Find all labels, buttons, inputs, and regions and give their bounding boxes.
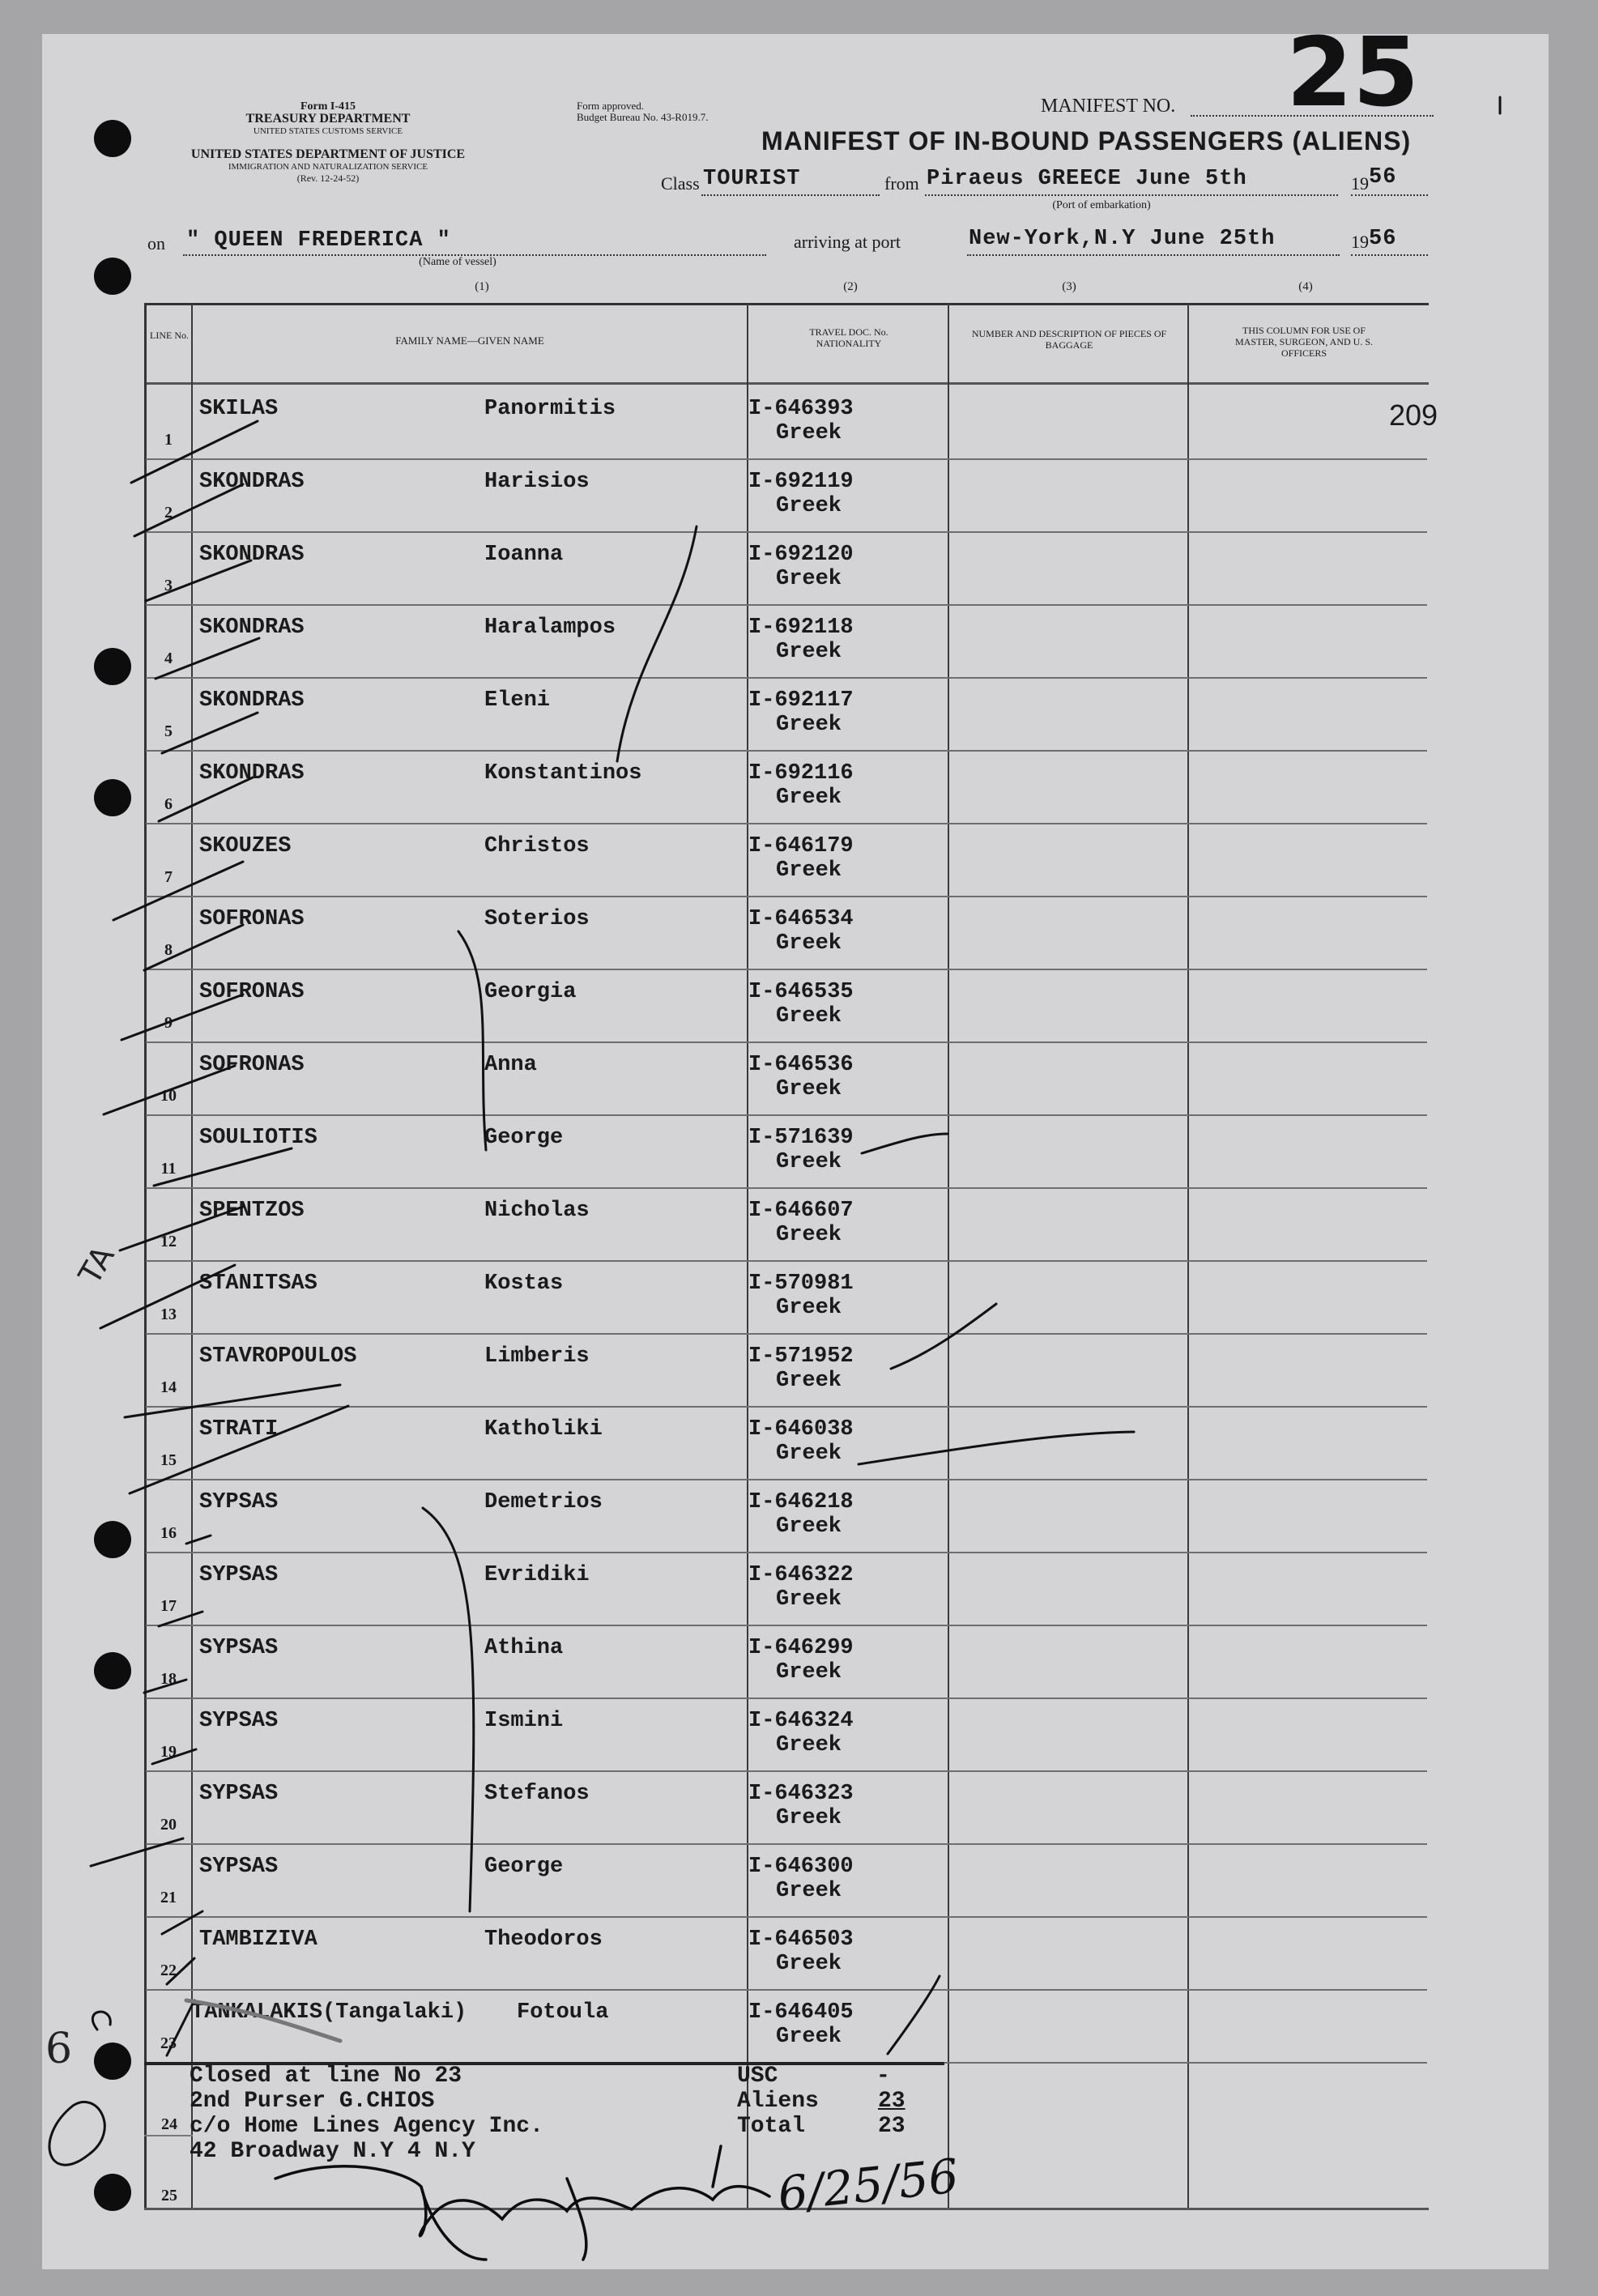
form-revision: (Rev. 12-24-52) — [296, 173, 360, 184]
family-name: SKOUZES — [199, 834, 292, 858]
nationality: Greek — [776, 494, 842, 518]
travel-doc-number: I-646218 — [748, 1490, 854, 1514]
baggage-header: NUMBER AND DESCRIPTION OF PIECES OF BAGGAGE — [971, 328, 1167, 351]
purser: 2nd Purser G.CHIOS — [190, 2089, 435, 2114]
line-number: 11 — [160, 1160, 177, 1178]
line-number: 5 — [164, 722, 173, 740]
given-name: Athina — [484, 1636, 564, 1660]
nationality: Greek — [776, 1806, 842, 1830]
col-num-2: (2) — [843, 280, 858, 293]
family-name: TAMBIZIVA — [199, 1928, 317, 1952]
from-year: 56 — [1369, 165, 1397, 190]
travel-doc-number: I-646503 — [748, 1928, 854, 1952]
officer-note: 209 — [1389, 398, 1438, 432]
nationality: Greek — [776, 1369, 842, 1393]
given-name: George — [484, 1126, 564, 1150]
total-label: Total — [737, 2114, 806, 2139]
from-label: from — [884, 173, 919, 194]
given-name: Georgia — [484, 980, 577, 1004]
travel-doc-number: I-692120 — [748, 543, 854, 567]
from-year-prefix: 19 — [1351, 173, 1369, 194]
travel-doc-number: I-646324 — [748, 1709, 854, 1733]
travel-doc-number: I-646323 — [748, 1782, 854, 1806]
line-number: 4 — [164, 650, 173, 667]
nationality: Greek — [776, 858, 842, 883]
col-num-1: (1) — [475, 280, 489, 293]
family-name: SYPSAS — [199, 1782, 279, 1806]
nationality: Greek — [776, 1879, 842, 1903]
arriving-label: arriving at port — [794, 232, 901, 252]
given-name: Limberis — [484, 1344, 590, 1369]
family-name: SYPSAS — [199, 1636, 279, 1660]
line-number: 6 — [164, 795, 173, 813]
department-of-justice: UNITED STATES DEPARTMENT OF JUSTICE — [190, 147, 466, 161]
arriving-year: 56 — [1369, 227, 1397, 251]
family-name: TANKALAKIS(Tangalaki) — [191, 2000, 467, 2025]
class-value: TOURIST — [703, 167, 801, 191]
usc-value: - — [876, 2064, 890, 2089]
nationality: Greek — [776, 2025, 842, 2049]
line-number: 17 — [160, 1597, 177, 1615]
line-number: 23 — [160, 2034, 177, 2052]
line-number: 22 — [160, 1962, 177, 1979]
nationality: Greek — [776, 421, 842, 445]
travel-doc-header: TRAVEL DOC. No. NATIONALITY — [809, 326, 888, 349]
line-number: 8 — [164, 941, 173, 959]
given-name: Demetrios — [484, 1490, 603, 1514]
officers-header: THIS COLUMN FOR USE OF MASTER, SURGEON, AND U. S. OFFICERS — [1234, 325, 1374, 359]
family-name: SKONDRAS — [199, 688, 305, 713]
from-value: Piraeus GREECE June 5th — [927, 167, 1247, 191]
given-name: Ismini — [484, 1709, 564, 1733]
line-number: 12 — [160, 1233, 177, 1250]
line-number: 21 — [160, 1889, 177, 1906]
nationality: Greek — [776, 1077, 842, 1101]
given-name: Fotoula — [517, 2000, 609, 2025]
given-name: Anna — [484, 1053, 537, 1077]
given-name: Katholiki — [484, 1417, 603, 1442]
travel-doc-number: I-646300 — [748, 1855, 854, 1879]
family-name: STRATI — [199, 1417, 279, 1442]
family-name: SPENTZOS — [199, 1199, 305, 1223]
family-name: SOULIOTIS — [199, 1126, 317, 1150]
port-of-embarkation-note: (Port of embarkation) — [1052, 199, 1151, 211]
nationality: Greek — [776, 567, 842, 591]
nationality: Greek — [776, 1296, 842, 1320]
travel-doc-number: I-570981 — [748, 1272, 854, 1296]
nationality: Greek — [776, 1587, 842, 1612]
family-name: SKONDRAS — [199, 616, 305, 640]
vessel-note: (Name of vessel) — [419, 256, 496, 268]
line-number: 7 — [164, 868, 173, 886]
family-name: SYPSAS — [199, 1855, 279, 1879]
line-number: 16 — [160, 1524, 177, 1542]
line-number: 13 — [160, 1306, 177, 1323]
line-number: 9 — [164, 1014, 173, 1032]
ins-label: IMMIGRATION AND NATURALIZATION SERVICE — [228, 162, 428, 172]
travel-doc-number: I-571952 — [748, 1344, 854, 1369]
agency: c/o Home Lines Agency Inc. — [190, 2114, 543, 2139]
given-name: Theodoros — [484, 1928, 603, 1952]
line-number: 19 — [160, 1743, 177, 1761]
travel-doc-number: I-646607 — [748, 1199, 854, 1223]
manifest-title: MANIFEST OF IN-BOUND PASSENGERS (ALIENS) — [761, 126, 1412, 155]
usc-label: USC — [737, 2064, 778, 2089]
line-number: 1 — [164, 431, 173, 449]
family-name: SOFRONAS — [199, 907, 305, 931]
given-name: Harisios — [484, 470, 590, 494]
signature-date: 6/25/56 — [775, 2148, 961, 2222]
given-name: Eleni — [484, 688, 551, 713]
family-name: SKONDRAS — [199, 761, 305, 786]
family-name: SKILAS — [199, 397, 279, 421]
travel-doc-number: I-692119 — [748, 470, 854, 494]
on-label: on — [147, 233, 165, 253]
family-name: SOFRONAS — [199, 980, 305, 1004]
family-name: STAVROPOULOS — [199, 1344, 357, 1369]
nationality: Greek — [776, 1442, 842, 1466]
nationality: Greek — [776, 713, 842, 737]
nationality: Greek — [776, 786, 842, 810]
travel-doc-number: I-692116 — [748, 761, 854, 786]
nationality: Greek — [776, 1733, 842, 1757]
treasury-department: TREASURY DEPARTMENT — [245, 112, 411, 126]
given-name: Christos — [484, 834, 590, 858]
travel-doc-number: I-646299 — [748, 1636, 854, 1660]
given-name: Konstantinos — [484, 761, 642, 786]
line-number-24: 24 — [161, 2115, 177, 2133]
given-name: Kostas — [484, 1272, 564, 1296]
given-name: Stefanos — [484, 1782, 590, 1806]
line-number: 3 — [164, 577, 173, 594]
given-name: Soterios — [484, 907, 590, 931]
col-num-4: (4) — [1298, 280, 1313, 293]
travel-doc-number: I-646179 — [748, 834, 854, 858]
line-number-25: 25 — [161, 2187, 177, 2204]
travel-doc-number: I-646405 — [748, 2000, 854, 2025]
given-name: Ioanna — [484, 543, 564, 567]
travel-doc-number: I-692118 — [748, 616, 854, 640]
travel-doc-number: I-646536 — [748, 1053, 854, 1077]
nationality: Greek — [776, 1952, 842, 1976]
family-name: SKONDRAS — [199, 470, 305, 494]
col-num-3: (3) — [1062, 280, 1076, 293]
line-number: 18 — [160, 1670, 177, 1688]
travel-doc-number: I-646038 — [748, 1417, 854, 1442]
nationality: Greek — [776, 1223, 842, 1247]
customs-service: UNITED STATES CUSTOMS SERVICE — [253, 126, 403, 136]
budget-bureau: Budget Bureau No. 43-R019.7. — [577, 111, 709, 123]
nationality: Greek — [776, 1150, 842, 1174]
form-approved: Form approved. — [577, 100, 645, 112]
travel-doc-number: I-646535 — [748, 980, 854, 1004]
nationality: Greek — [776, 1004, 842, 1029]
nationality: Greek — [776, 640, 842, 664]
name-header: FAMILY NAME—GIVEN NAME — [395, 334, 544, 347]
family-name: SYPSAS — [199, 1490, 279, 1514]
line-number: 20 — [160, 1816, 177, 1834]
family-name: SYPSAS — [199, 1563, 279, 1587]
arriving-year-prefix: 19 — [1351, 232, 1369, 252]
manifest-no-label: MANIFEST NO. — [1041, 96, 1176, 117]
given-name: Haralampos — [484, 616, 616, 640]
travel-doc-number: I-646393 — [748, 397, 854, 421]
travel-doc-number: I-646322 — [748, 1563, 854, 1587]
nationality: Greek — [776, 1660, 842, 1685]
given-name: George — [484, 1855, 564, 1879]
given-name: Evridiki — [484, 1563, 590, 1587]
arriving-value: New-York,N.Y June 25th — [969, 227, 1276, 251]
manifest-page-number: 25 — [1286, 16, 1420, 128]
vessel-name: " QUEEN FREDERICA " — [186, 228, 451, 253]
total-value: 23 — [878, 2114, 906, 2139]
class-label: Class — [661, 173, 700, 194]
family-name: SKONDRAS — [199, 543, 305, 567]
travel-doc-number: I-571639 — [748, 1126, 854, 1150]
line-number: 14 — [160, 1378, 177, 1396]
aliens-label: Aliens — [737, 2089, 819, 2114]
given-name: Panormitis — [484, 397, 616, 421]
given-name: Nicholas — [484, 1199, 590, 1223]
travel-doc-number: I-646534 — [748, 907, 854, 931]
margin-note-six: 6 — [45, 2025, 73, 2073]
line-no-header: LINE No. — [150, 330, 189, 341]
line-number: 15 — [160, 1451, 177, 1469]
agency-address: 42 Broadway N.Y 4 N.Y — [190, 2139, 475, 2164]
nationality: Greek — [776, 1514, 842, 1539]
family-name: SOFRONAS — [199, 1053, 305, 1077]
travel-doc-number: I-692117 — [748, 688, 854, 713]
family-name: SYPSAS — [199, 1709, 279, 1733]
nationality: Greek — [776, 931, 842, 956]
aliens-value: 23 — [878, 2089, 906, 2114]
form-number: Form I-415 — [300, 100, 356, 113]
line-number: 10 — [160, 1087, 177, 1105]
margin-note-ta: TA — [71, 1239, 121, 1291]
line-number: 2 — [164, 504, 173, 522]
family-name: STANITSAS — [199, 1272, 317, 1296]
closed-at-line: Closed at line No 23 — [190, 2064, 462, 2089]
